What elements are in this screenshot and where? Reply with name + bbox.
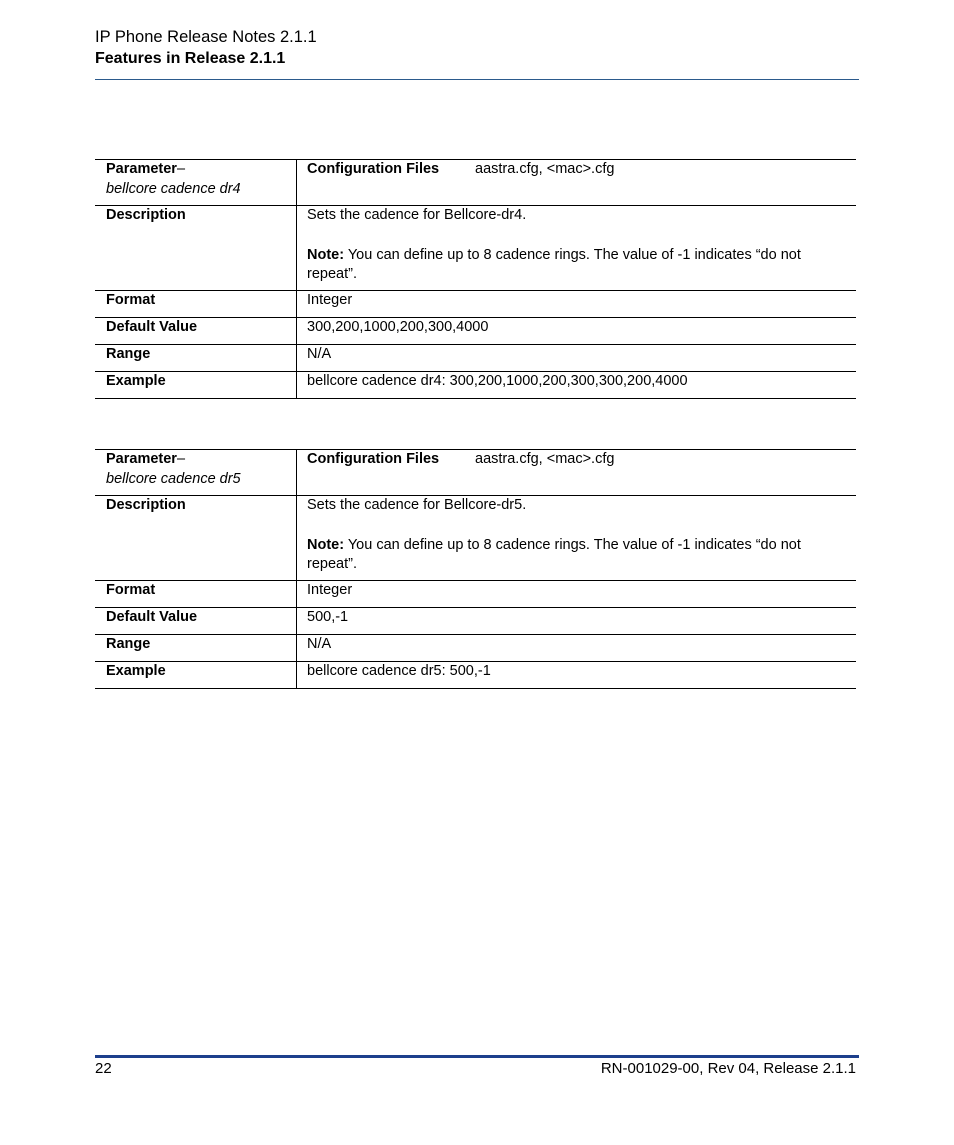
default-value: 300,200,1000,200,300,4000: [297, 317, 857, 344]
parameter-name: bellcore cadence dr5: [106, 470, 241, 487]
table-row-example: [95, 661, 856, 688]
table-row-description: [95, 496, 856, 581]
default-value: 500,-1: [297, 607, 857, 634]
parameter-name: bellcore cadence dr4: [106, 180, 241, 197]
table-row-parameter: [95, 450, 856, 496]
config-files-value: aastra.cfg, <mac>.cfg: [475, 161, 615, 177]
format-label: Format: [95, 290, 297, 317]
description-text: Sets the cadence for Bellcore-dr4.: [307, 207, 527, 223]
note-label: Note:: [307, 246, 345, 263]
description-label: Description: [95, 206, 297, 291]
note-label: Note:: [307, 536, 345, 553]
default-value-label: Default Value: [95, 317, 297, 344]
example-label: Example: [95, 371, 297, 398]
table-row-format: [95, 290, 856, 317]
table-row-example: [95, 371, 856, 398]
config-files-label: Configuration Files: [307, 161, 440, 177]
table-row-range: [95, 344, 856, 371]
description-label: Description: [95, 496, 297, 581]
parameter-table-dr4: [95, 159, 856, 399]
config-files-cell: [297, 160, 857, 206]
format-label: Format: [95, 580, 297, 607]
table-row-description: [95, 206, 856, 291]
format-value: Integer: [297, 290, 857, 317]
range-label: Range: [95, 634, 297, 661]
range-label: Range: [95, 344, 297, 371]
parameter-dash: –: [176, 451, 186, 467]
description-text: Sets the cadence for Bellcore-dr5.: [307, 497, 527, 513]
table-row-parameter: [95, 160, 856, 206]
default-value-label: Default Value: [95, 607, 297, 634]
example-value: bellcore cadence dr5: 500,-1: [297, 661, 857, 688]
parameter-dash: –: [176, 161, 186, 177]
table-row-default-value: [95, 317, 856, 344]
table-row-format: [95, 580, 856, 607]
example-value: bellcore cadence dr4: 300,200,1000,200,300,300,200,4000: [297, 371, 857, 398]
note-text: You can define up to 8 cadence rings. The value of -1 indicates “do not repeat”.: [307, 536, 801, 572]
table-row-range: [95, 634, 856, 661]
parameter-label: Parameter: [106, 451, 177, 467]
description-cell: [297, 206, 857, 291]
page-number: 22: [95, 1060, 112, 1077]
page-footer: [95, 1059, 856, 1079]
range-value: N/A: [297, 634, 857, 661]
parameter-label-cell: [95, 160, 297, 206]
page-header: [95, 26, 859, 70]
parameter-table-dr5: [95, 449, 856, 689]
description-cell: [297, 496, 857, 581]
note-text-block: [307, 246, 846, 285]
config-files-label: Configuration Files: [307, 451, 440, 467]
table-row-default-value: [95, 607, 856, 634]
config-files-cell: [297, 450, 857, 496]
format-value: Integer: [297, 580, 857, 607]
header-divider: [95, 79, 859, 80]
document-reference: RN-001029-00, Rev 04, Release 2.1.1: [600, 1060, 856, 1077]
footer-divider: [95, 1055, 859, 1058]
section-title: Features in Release 2.1.1: [95, 50, 286, 67]
range-value: N/A: [297, 344, 857, 371]
note-text: You can define up to 8 cadence rings. The value of -1 indicates “do not repeat”.: [307, 246, 801, 282]
parameter-label-cell: [95, 450, 297, 496]
config-files-value: aastra.cfg, <mac>.cfg: [475, 451, 615, 467]
note-text-block: [307, 536, 846, 575]
parameter-label: Parameter: [106, 161, 177, 177]
document-title: IP Phone Release Notes 2.1.1: [95, 28, 317, 46]
example-label: Example: [95, 661, 297, 688]
